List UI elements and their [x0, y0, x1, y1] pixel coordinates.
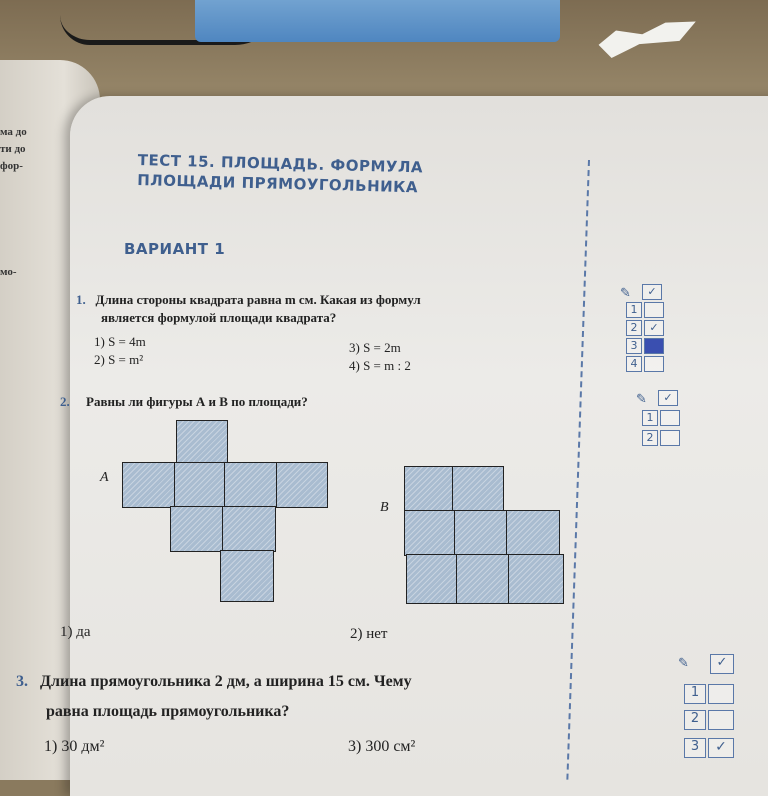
- answer-number: 2: [626, 320, 642, 336]
- answer-number: 1: [684, 684, 706, 704]
- answer-checkbox-filled[interactable]: [644, 338, 664, 354]
- answer-checkbox-checked[interactable]: ✓: [708, 738, 734, 758]
- figure-b-cell: [454, 510, 508, 556]
- answer-number: 2: [642, 430, 658, 446]
- question-3: [16, 672, 412, 692]
- question-text: Длина прямоугольника 2 дм, а ширина 15 см. Чему: [40, 673, 412, 690]
- answer-option: 3) S = 2m: [349, 340, 401, 355]
- answer-number: 1: [626, 302, 642, 318]
- question-text: Длина стороны квадрата равна m см. Какая из формул: [95, 292, 421, 307]
- figure-a-label: A: [100, 470, 109, 485]
- answer-checkbox[interactable]: [708, 684, 734, 704]
- answer-checkbox[interactable]: [708, 710, 734, 730]
- answer-option: 1) да: [60, 624, 91, 640]
- variant-heading: ВАРИАНТ 1: [124, 240, 226, 258]
- answer-number: 3: [626, 338, 642, 354]
- answer-header-box: ✓: [642, 284, 662, 300]
- figure-b-cell: [452, 466, 504, 512]
- figure-a-cell: [220, 550, 274, 602]
- figure-b-cell: [406, 554, 458, 604]
- question-number: 1.: [76, 292, 86, 307]
- answer-option: 4) S = m : 2: [349, 358, 411, 373]
- answer-option: 1) S = 4m: [94, 334, 146, 349]
- left-page-text: ти до: [0, 143, 26, 155]
- figure-a-cell: [122, 462, 176, 508]
- left-page-text: ма до: [0, 126, 27, 138]
- question-number: 3.: [16, 673, 28, 690]
- left-page-text: мо-: [0, 266, 17, 278]
- figure-b-label: B: [380, 500, 389, 515]
- question-1: [76, 292, 421, 308]
- figure-a-cell: [174, 462, 226, 508]
- pencil-icon: ✎: [636, 392, 647, 407]
- question-2: [60, 394, 308, 410]
- answer-checkbox[interactable]: [644, 302, 664, 318]
- figure-b-cell: [404, 466, 454, 512]
- answer-header-box: ✓: [710, 654, 734, 674]
- question-3-line2: равна площадь прямоугольника?: [46, 703, 290, 720]
- answer-checkbox-checked[interactable]: ✓: [644, 320, 664, 336]
- answer-checkbox[interactable]: [660, 410, 680, 426]
- answer-option: 2) S = m²: [94, 352, 144, 367]
- figure-b-cell: [506, 510, 560, 556]
- question-number: 2.: [60, 394, 70, 409]
- pencil-icon: ✎: [620, 286, 631, 301]
- answer-checkbox[interactable]: [644, 356, 664, 372]
- figure-a-cell: [222, 506, 276, 552]
- answer-option: 2) нет: [350, 626, 388, 642]
- figure-b-cell: [508, 554, 564, 604]
- answer-option: 1) 30 дм²: [44, 738, 105, 755]
- pencil-icon: ✎: [678, 656, 689, 671]
- figure-a-cell: [224, 462, 278, 508]
- answer-number: 3: [684, 738, 706, 758]
- blue-box: [195, 0, 560, 42]
- answer-number: 2: [684, 710, 706, 730]
- title-line: ТЕСТ 15. ПЛОЩАДЬ. ФОРМУЛА: [137, 150, 424, 177]
- question-1-line2: является формулой площади квадрата?: [101, 310, 337, 325]
- title-line: ПЛОЩАДИ ПРЯМОУГОЛЬНИКА: [136, 170, 419, 197]
- answer-number: 4: [626, 356, 642, 372]
- answer-option: 3) 300 см²: [348, 738, 416, 755]
- left-page-text: фор-: [0, 160, 23, 172]
- figure-a-cell: [176, 420, 228, 464]
- figure-b-cell: [404, 510, 456, 556]
- figure-b-cell: [456, 554, 510, 604]
- question-text: Равны ли фигуры А и В по площади?: [86, 394, 308, 409]
- page-title: [137, 150, 423, 197]
- figure-a-cell: [276, 462, 328, 508]
- answer-number: 1: [642, 410, 658, 426]
- answer-header-box: ✓: [658, 390, 678, 406]
- figure-a-cell: [170, 506, 224, 552]
- answer-checkbox[interactable]: [660, 430, 680, 446]
